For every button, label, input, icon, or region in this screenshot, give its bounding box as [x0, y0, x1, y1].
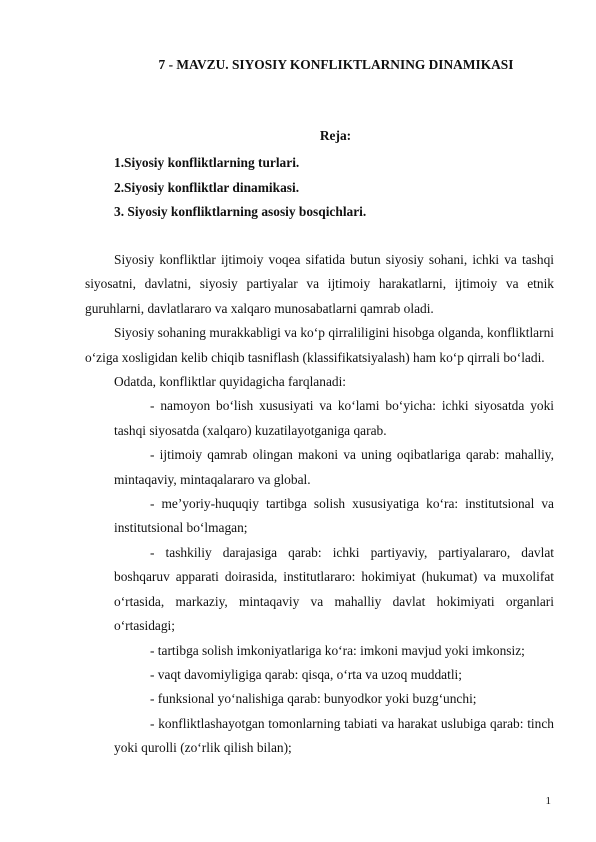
list-item: - namoyon bo‘lish xususiyati va ko‘lami bo‘yicha: ichki siyosatda yoki tashqi siyosatda (xalqaro) kuzatilayotganiga qarab.: [114, 398, 554, 438]
body-text: [85, 248, 554, 761]
list-item: - vaqt davomiyligiga qarab: qisqa, o‘rta va uzoq muddatli;: [150, 666, 462, 682]
list-item: - funksional yo‘nalishiga qarab: bunyodkor yoki buzg‘unchi;: [150, 691, 477, 707]
list-item: - ijtimoiy qamrab olingan makoni va uning oqibatlariga qarab: mahalliy, mintaqaviy, mintaqalararo va global.: [114, 447, 554, 487]
plan-item: 2.Siyosiy konfliktlar dinamikasi.: [114, 179, 300, 195]
list-item: - me’yoriy-huquqiy tartibga solish xususiyatiga ko‘ra: institutsional va institutsional bo‘lmagan;: [114, 496, 554, 536]
body-paragraph: Odatda, konfliktlar quyidagicha farqlanadi:: [114, 374, 347, 390]
body-paragraph: Siyosiy sohaning murakkabligi va ko‘p qirraliligini hisobga olganda, konfliktlarni o‘ziga xosligidan kelib chiqib tasniflash (klassifikatsiyalash) ham ko‘p qirrali bo‘ladi.: [85, 325, 554, 365]
plan-list: [114, 151, 366, 225]
body-paragraph: Siyosiy konfliktlar ijtimoiy voqea sifatida butun siyosiy sohani, ichki va tashqi siyosatni, davlatni, siyosiy partiyalar va ijtimoiy harakatlarni, ijtimoiy va etnik guruhlarni, davlatlararo va xalqaro munosabatlarni qamrab oladi.: [85, 252, 554, 316]
plan-item: 3. Siyosiy konfliktlarning asosiy bosqichlari.: [114, 204, 367, 220]
plan-item: 1.Siyosiy konfliktlarning turlari.: [114, 155, 300, 170]
page-title: 7 - MAVZU. SIYOSIY KONFLIKTLARNING DINAMIKASI: [158, 57, 514, 72]
list-item: - tashkiliy darajasiga qarab: ichki partiyaviy, partiyalararo, davlat boshqaruv apparati doirasida, institutlararo: hokimiyat (hukumat) va muxolifat o‘rtasida, markaziy, mintaqaviy va mahalliy davlat hokimiyati organlari o‘rtasidagi;: [114, 544, 554, 634]
page-number: 1: [545, 795, 551, 807]
list-item: - konfliktlashayotgan tomonlarning tabiati va harakat uslubiga qarab: tinch yoki qurolli (zo‘rlik qilish bilan);: [114, 715, 554, 756]
plan-heading: Reja:: [319, 128, 352, 143]
list-item: - tartibga solish imkoniyatlariga ko‘ra: imkoni mavjud yoki imkonsiz;: [150, 642, 525, 658]
